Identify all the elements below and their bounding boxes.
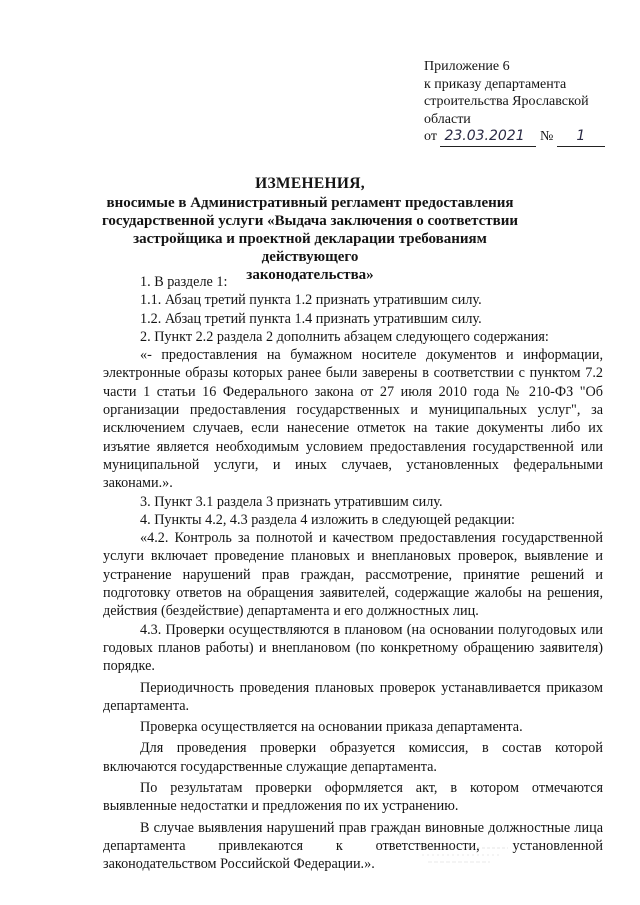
date-prefix: от xyxy=(424,129,437,144)
paragraph-liability: В случае выявления нарушений прав граждан виновные должностные лица департамента привлекаются к ответственности, установленной законодательством Российской Федерации.». xyxy=(103,819,603,873)
appendix-line-2: к приказу департамента xyxy=(424,76,567,92)
title-main: ИЗМЕНЕНИЯ, xyxy=(255,175,365,192)
paragraph-commission: Для проведения проверки образуется комиссия, в состав которой включаются государственные служащие департамента. xyxy=(103,740,603,775)
paragraph-basis: Проверка осуществляется на основании приказа департамента. xyxy=(140,719,523,736)
document-title xyxy=(100,175,520,284)
paragraph-periodicity: Периодичность проведения плановых проверок устанавливается приказом департамента. xyxy=(103,679,603,714)
document-body xyxy=(103,273,603,874)
appendix-date-line xyxy=(424,128,624,147)
appendix-line-3: строительства Ярославской xyxy=(424,94,589,109)
paragraph-1-2: 1.2. Абзац третий пункта 1.4 признать утратившим силу. xyxy=(140,310,482,327)
title-line-1: вносимые в Административный регламент предоставления xyxy=(106,195,514,211)
appendix-line-4: области xyxy=(424,111,471,127)
paragraph-act: По результатам проверки оформляется акт, в котором отмечаются выявленные недостатки и предложения по их устранению. xyxy=(103,780,603,815)
number-handwritten: 1 xyxy=(557,128,605,147)
paragraph-4-2: «4.2. Контроль за полнотой и качеством предоставления государственной услуги включает проведение плановых и внеплановых проверок, выявление и устранение нарушений прав граждан, рассмотрение, принятие решений и подготовку ответов на обращения заявителей, содержащие жалобы на решения, действия (бездействие) департамента и его должностных лиц. xyxy=(103,530,603,620)
paragraph-2-quote: «- предоставления на бумажном носителе документов и информации, электронные образы которых ранее были заверены в соответствии с пунктом 7.2 части 1 статьи 16 Федерального закона от 27 июля 2010 года № 210-ФЗ "Об организации предоставления государственных и муниципальных услуг", за исключением случаев, если нанесение отметок на такие документы либо их изъятие является необходимым условием предоставления государственной или муниципальной услуги, и иных случаев, установленных федеральными законами.». xyxy=(103,347,603,492)
number-prefix: № xyxy=(539,129,554,144)
title-line-3: застройщика и проектной декларации требованиям действующего xyxy=(133,231,487,265)
title-line-2: государственной услуги «Выдача заключения о соответствии xyxy=(101,213,519,229)
date-handwritten: 23.03.2021 xyxy=(440,128,536,147)
appendix-line-1: Приложение 6 xyxy=(424,59,510,74)
paragraph-4-3: 4.3. Проверки осуществляются в плановом (на основании полугодовых или годовых планов работы) и внеплановом (по конкретному обращению заявителя) порядке. xyxy=(103,621,603,675)
paragraph-1: 1. В разделе 1: xyxy=(140,274,228,290)
title-line-4: законодательства» xyxy=(246,267,374,283)
appendix-block xyxy=(424,58,624,147)
paragraph-3: 3. Пункт 3.1 раздела 3 признать утратившим силу. xyxy=(140,493,443,510)
paragraph-2: 2. Пункт 2.2 раздела 2 дополнить абзацем следующего содержания: xyxy=(140,328,549,345)
paragraph-1-1: 1.1. Абзац третий пункта 1.2 признать утратившим силу. xyxy=(140,292,482,309)
paragraph-4: 4. Пункты 4.2, 4.3 раздела 4 изложить в следующей редакции: xyxy=(140,511,515,528)
faint-stamp-mark xyxy=(420,842,510,868)
